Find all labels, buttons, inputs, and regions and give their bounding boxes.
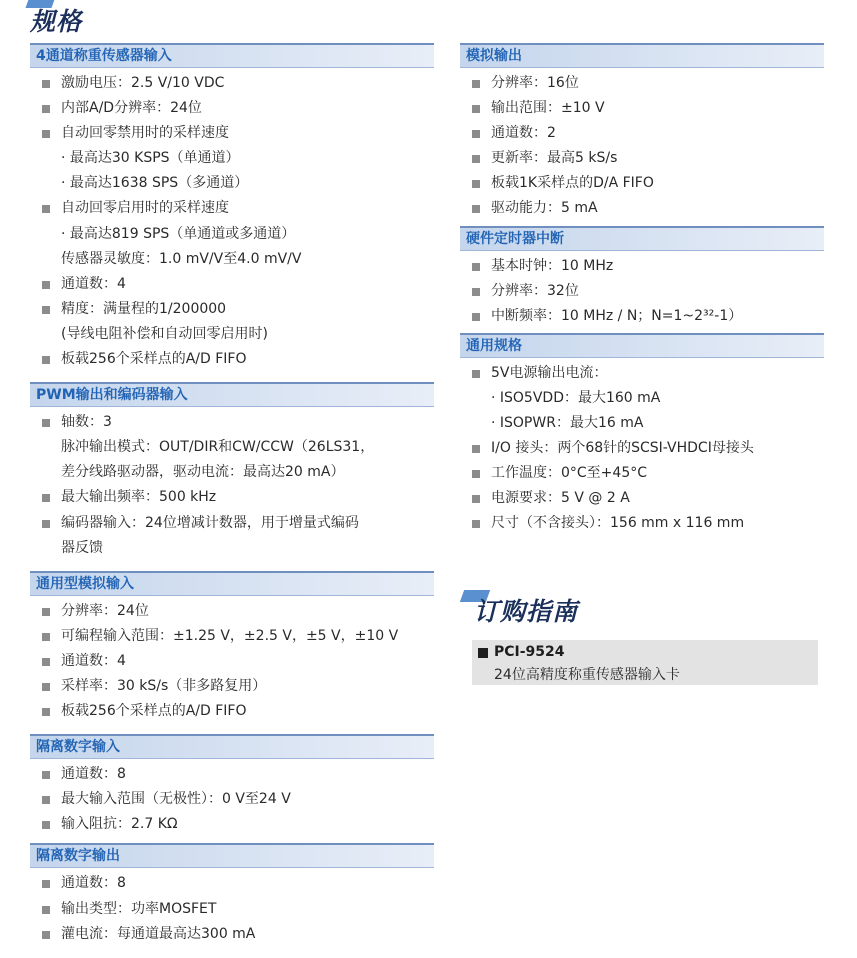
spec-item: 中断频率：10 MHz / N；N=1~2³²-1） (460, 304, 824, 329)
spec-item: 自动回零启用时的采样速度 (30, 196, 434, 221)
spec-item: I/O 接头：两个68针的SCSI-VHDCI母接头 (460, 436, 824, 461)
spec-item: 激励电压：2.5 V/10 VDC (30, 71, 434, 96)
spec-item: 可编程输入范围：±1.25 V，±2.5 V，±5 V，±10 V (30, 624, 434, 649)
spec-item: 内部A/D分辨率：24位 (30, 96, 434, 121)
spec-list (460, 361, 824, 537)
spec-section (30, 43, 434, 372)
spec-item: · 最高达30 KSPS（单通道） (61, 150, 240, 167)
spec-section (30, 843, 434, 946)
page-title: 规格 (30, 7, 83, 36)
spec-list (30, 71, 434, 372)
spec-item: 脉冲输出模式：OUT/DIR和CW/CCW（26LS31， (61, 439, 375, 456)
spec-item: 通道数：4 (30, 649, 434, 674)
spec-section (460, 43, 824, 222)
spec-item: 器反馈 (61, 539, 103, 556)
section-header: 通用型模拟输入 (30, 571, 434, 596)
spec-item: 输出类型：功率MOSFET (30, 897, 434, 922)
spec-item: · ISOPWR：最大16 mA (491, 415, 644, 432)
spec-item: 灌电流：每通道最高达300 mA (30, 922, 434, 947)
spec-list (30, 871, 434, 946)
spec-item: 采样率：30 kS/s（非多路复用） (30, 674, 434, 699)
spec-item: 通道数：2 (460, 121, 824, 146)
spec-item: · ISO5VDD：最大160 mA (491, 389, 661, 406)
spec-item: 轴数：3 (30, 410, 434, 435)
section-header: 4通道称重传感器输入 (30, 43, 434, 68)
section-header: 隔离数字输出 (30, 843, 434, 868)
spec-item: 通道数：8 (30, 762, 434, 787)
spec-item: 编码器输入：24位增减计数器，用于增量式编码 (30, 511, 434, 536)
spec-item: 传感器灵敏度：1.0 mV/V至4.0 mV/V (61, 250, 302, 267)
spec-item: 差分线路驱动器，驱动电流：最高达20 mA） (61, 464, 345, 481)
spec-item: 最大输出频率：500 kHz (30, 485, 434, 510)
spec-item: 驱动能力：5 mA (460, 196, 824, 221)
section-header: 硬件定时器中断 (460, 226, 824, 251)
spec-item: 自动回零禁用时的采样速度 (30, 121, 434, 146)
order-guide-title: 订购指南 (474, 597, 579, 626)
spec-list (460, 71, 824, 222)
section-header: 模拟输出 (460, 43, 824, 68)
spec-item: (导线电阻补偿和自动回零启用时) (61, 325, 268, 342)
spec-item: 输入阻抗：2.7 KΩ (30, 812, 434, 837)
spec-item: 精度：满量程的1/200000 (30, 297, 434, 322)
spec-section (30, 382, 434, 561)
spec-item: 5V电源输出电流： (460, 361, 824, 386)
spec-list (460, 254, 824, 329)
spec-item: 输出范围：±10 V (460, 96, 824, 121)
order-model: PCI-9524 (478, 644, 565, 660)
spec-item: 工作温度：0°C至+45°C (460, 461, 824, 486)
order-description: 24位高精度称重传感器输入卡 (494, 667, 680, 683)
section-header: 通用规格 (460, 333, 824, 358)
spec-item: 板载256个采样点的A/D FIFO (30, 699, 434, 724)
spec-item: 最大输入范围（无极性）：0 V至24 V (30, 787, 434, 812)
section-header: 隔离数字输入 (30, 734, 434, 759)
spec-item: 分辨率：24位 (30, 599, 434, 624)
spec-section (460, 226, 824, 329)
spec-item: 基本时钟：10 MHz (460, 254, 824, 279)
spec-item: · 最高达1638 SPS（多通道） (61, 175, 249, 192)
spec-section (30, 571, 434, 724)
spec-item: 板载256个采样点的A/D FIFO (30, 347, 434, 372)
spec-item: 板载1K采样点的D/A FIFO (460, 171, 824, 196)
spec-item: 更新率：最高5 kS/s (460, 146, 824, 171)
spec-item: · 最高达819 SPS（单通道或多通道） (61, 225, 296, 242)
order-item-box (472, 640, 818, 685)
spec-list (30, 762, 434, 837)
spec-section (30, 734, 434, 837)
spec-item: 分辨率：16位 (460, 71, 824, 96)
spec-section (460, 333, 824, 537)
spec-list (30, 599, 434, 724)
spec-item: 尺寸（不含接头）：156 mm x 116 mm (460, 511, 824, 536)
spec-item: 通道数：8 (30, 871, 434, 896)
right-column (460, 43, 824, 537)
spec-item: 电源要求：5 V @ 2 A (460, 486, 824, 511)
spec-item: 分辨率：32位 (460, 279, 824, 304)
spec-item: 通道数：4 (30, 272, 434, 297)
spec-list (30, 410, 434, 561)
section-header: PWM输出和编码器输入 (30, 382, 434, 407)
left-column (30, 43, 434, 947)
